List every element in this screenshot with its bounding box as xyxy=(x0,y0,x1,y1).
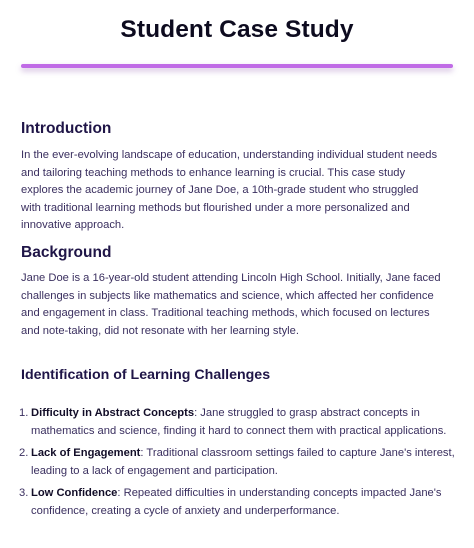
introduction-paragraph: In the ever-evolving landscape of education, understanding individual student needs and tailoring teaching methods to enhance learning is crucial. This case study explores the academic journey of Jane Doe, a 10th-grade student who struggled with traditional learning methods but flourished under a more personalized and innovative approach. xyxy=(21,149,438,232)
page-title: Student Case Study xyxy=(120,16,354,43)
challenges-list xyxy=(18,405,456,526)
challenges-heading: Identification of Learning Challenges xyxy=(21,367,271,383)
list-item-number: 2. xyxy=(19,447,29,460)
introduction-heading: Introduction xyxy=(21,120,112,137)
list-item xyxy=(19,405,456,440)
background-heading: Background xyxy=(21,244,112,261)
list-item-number: 1. xyxy=(19,407,29,419)
list-item-text: : Repeated difficulties in understanding concepts impacted Jane's confidence, creating a cycle of anxiety and underperformance. xyxy=(31,487,442,517)
list-item-term: Lack of Engagement xyxy=(31,447,141,460)
list-item xyxy=(19,485,456,520)
list-item-term: Difficulty in Abstract Concepts xyxy=(31,407,195,419)
list-item xyxy=(19,445,456,480)
title-divider xyxy=(21,64,453,68)
list-item-term: Low Confidence xyxy=(31,487,118,500)
list-item-text: : Jane struggled to grasp abstract concepts in mathematics and science, finding it hard to connect them with practical applications. xyxy=(31,407,447,437)
background-paragraph: Jane Doe is a 16-year-old student attending Lincoln High School. Initially, Jane faced challenges in subjects like mathematics and science, which affected her confidence and engagement in class. Traditional teaching methods, which focused on lectures and note-taking, did not resonate with her learning style. xyxy=(21,272,441,337)
list-item-text: : Traditional classroom settings failed to capture Jane's interest, leading to a lack of engagement and participation. xyxy=(31,447,455,477)
list-item-number: 3. xyxy=(19,487,29,500)
